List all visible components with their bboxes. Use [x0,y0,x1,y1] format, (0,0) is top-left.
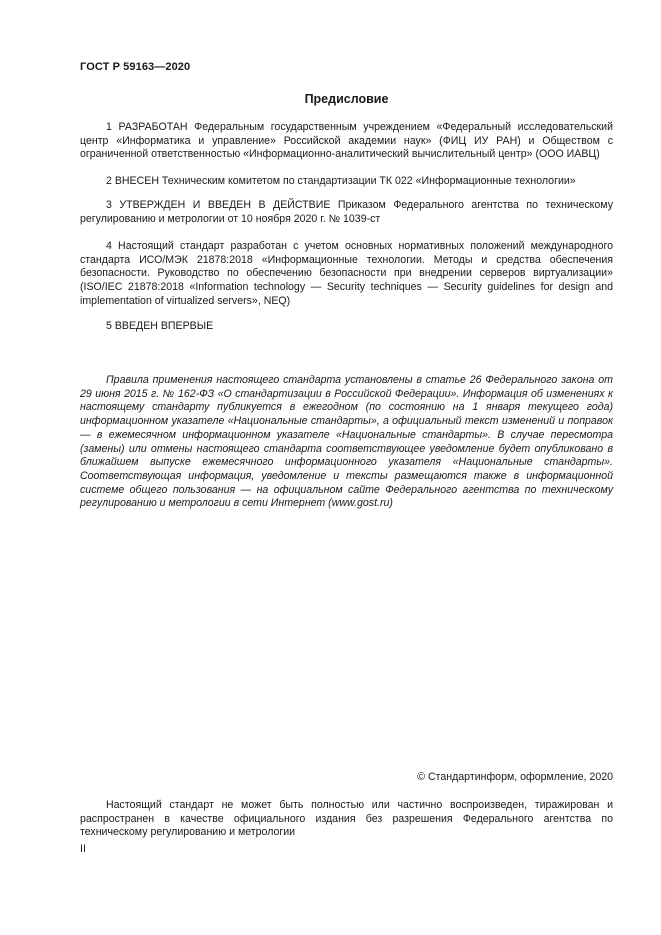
copyright-line: © Стандартинформ, оформление, 2020 [417,771,613,783]
foreword-item-1: 1 РАЗРАБОТАН Федеральным государственным учреждением «Федеральный исследовательский центр «Информатика и управление» Российской академии наук» (ФИЦ ИУ РАН) и Обществом с ограниченной ответственностью «Информационно-аналитический вычислительный центр» (ООО ИАВЦ) [80,121,613,161]
foreword-item-3: 3 УТВЕРЖДЕН И ВВЕДЕН В ДЕЙСТВИЕ Приказом Федерального агентства по техническому регулированию и метрологии от 10 ноября 2020 г. № 1039-ст [80,199,613,225]
foreword-item-5: 5 ВВЕДЕН ВПЕРВЫЕ [106,320,214,332]
application-notice: Правила применения настоящего стандарта установлены в статье 26 Федерального закона от 29 июня 2015 г. № 162-ФЗ «О стандартизации в Российской Федерации». Информация об изменениях к настоящему стандарту публикуется в ежегодном (по состоянию на 1 января текущего года) информационном указателе «Национальные стандарты», а официальный текст изменений и поправок — в ежемесячном информационном указателе «Национальные стандарты». В случае пересмотра (замены) или отмены настоящего стандарта соответствующее уведомление будет опубликовано в ближайшем выпуске ежемесячного информационного указателя «Национальные стандарты». Соответствующая информация, уведомление и тексты размещаются также в информационной системе общего пользования — на официальном сайте Федерального агентства по техническому регулированию и метрологии в сети Интернет (www.gost.ru) [80,374,613,510]
foreword-item-2: 2 ВНЕСЕН Техническим комитетом по стандартизации ТК 022 «Информационные технологии» [106,175,576,187]
reproduction-notice: Настоящий стандарт не может быть полностью или частично воспроизведен, тиражирован и распространен в качестве официального издания без разрешения Федерального агентства по техническому регулированию и метрологии [80,799,613,839]
document-code: ГОСТ Р 59163—2020 [80,61,191,73]
page-title: Предисловие [304,92,389,106]
foreword-item-4: 4 Настоящий стандарт разработан с учетом основных нормативных положений международного стандарта ИСО/МЭК 21878:2018 «Информационные технологии. Методы и средства обеспечения безопасности. Руководство по обеспечению безопасности при внедрении серверов виртуализации» (ISO/IEC 21878:2018 «Information technology — Security techniques — Security guidelines for design and implementation of virtualized servers», NEQ) [80,240,613,307]
page-number: II [80,843,86,855]
